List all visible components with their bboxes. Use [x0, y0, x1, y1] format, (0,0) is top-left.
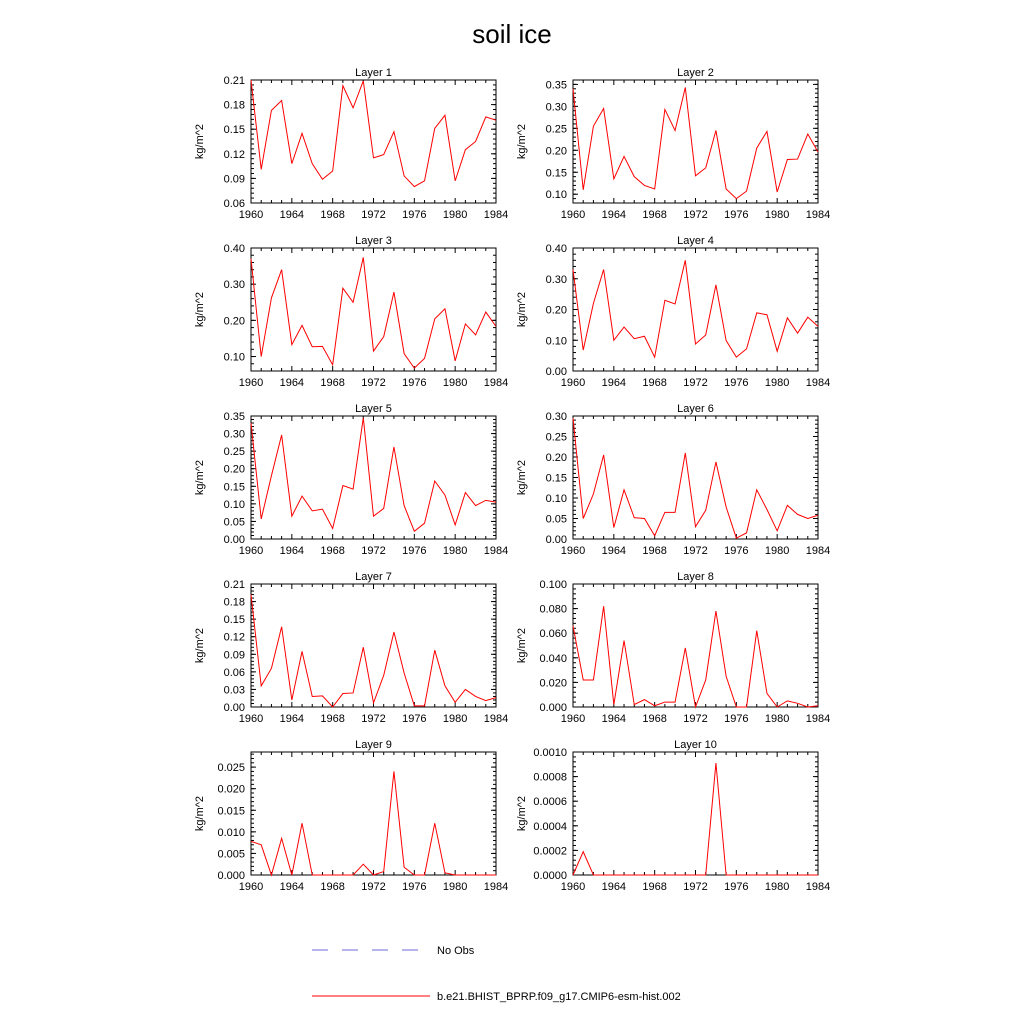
- x-tick-label: 1960: [238, 545, 264, 557]
- x-tick-label: 1976: [402, 713, 427, 725]
- y-tick-label: 0.18: [223, 99, 245, 112]
- y-tick-label: 0.10: [545, 335, 567, 348]
- y-tick-label: 0.20: [223, 463, 245, 476]
- x-tick-label: 1964: [279, 377, 305, 389]
- panel-layer-9: [194, 739, 508, 893]
- x-tick-label: 1976: [402, 881, 427, 893]
- x-tick-label: 1964: [601, 545, 627, 557]
- plot-frame: [251, 248, 496, 371]
- x-tick-label: 1960: [238, 881, 264, 893]
- y-tick-label: 0.15: [223, 124, 245, 137]
- panel-title: Layer 4: [677, 235, 714, 247]
- y-tick-label: 0.00: [545, 366, 567, 378]
- x-tick-label: 1968: [320, 881, 345, 893]
- x-tick-label: 1980: [764, 209, 790, 221]
- y-tick-label: 0.30: [545, 101, 567, 114]
- x-tick-label: 1972: [683, 713, 708, 725]
- y-tick-label: 0.00: [545, 534, 567, 546]
- y-tick-label: 0.06: [223, 198, 245, 210]
- x-tick-label: 1960: [238, 209, 264, 221]
- y-tick-label: 0.30: [223, 428, 245, 441]
- y-axis-label: kg/m^2: [194, 795, 206, 832]
- panels: [194, 67, 830, 893]
- y-tick-label: 0.10: [223, 351, 245, 364]
- y-tick-label: 0.30: [545, 411, 567, 423]
- legend-label-model: b.e21.BHIST_BPRP.f09_g17.CMIP6-esm-hist.002: [437, 991, 681, 1003]
- x-tick-label: 1984: [805, 713, 831, 725]
- plot-frame: [573, 752, 818, 875]
- x-tick-label: 1972: [361, 881, 386, 893]
- y-tick-label: 0.100: [539, 579, 567, 591]
- x-tick-label: 1980: [764, 545, 790, 557]
- x-tick-label: 1984: [483, 881, 509, 893]
- x-tick-label: 1976: [724, 377, 749, 389]
- x-tick-label: 1980: [764, 713, 790, 725]
- y-axis-label: kg/m^2: [194, 123, 206, 160]
- x-tick-label: 1968: [642, 545, 667, 557]
- x-tick-label: 1976: [402, 377, 427, 389]
- y-tick-label: 0.15: [545, 472, 567, 485]
- y-tick-label: 0.10: [223, 498, 245, 511]
- y-tick-label: 0.03: [223, 684, 245, 697]
- panel-title: Layer 7: [355, 571, 392, 583]
- series-line: [573, 606, 818, 707]
- x-tick-label: 1984: [483, 377, 509, 389]
- series-line: [251, 595, 496, 707]
- x-tick-label: 1980: [764, 881, 790, 893]
- y-tick-label: 0.025: [217, 762, 245, 775]
- x-tick-label: 1968: [642, 713, 667, 725]
- x-tick-label: 1984: [483, 545, 509, 557]
- x-tick-label: 1980: [442, 377, 468, 389]
- y-tick-label: 0.060: [539, 628, 567, 641]
- x-tick-label: 1972: [683, 881, 708, 893]
- x-tick-label: 1972: [361, 377, 386, 389]
- y-tick-label: 0.40: [545, 243, 567, 255]
- x-tick-label: 1984: [805, 545, 831, 557]
- y-tick-label: 0.0004: [533, 820, 567, 833]
- y-tick-label: 0.06: [223, 666, 245, 679]
- x-tick-label: 1968: [320, 713, 345, 725]
- panel-title: Layer 3: [355, 235, 392, 247]
- x-tick-label: 1960: [560, 377, 586, 389]
- panel-layer-5: [194, 403, 508, 557]
- x-tick-label: 1964: [279, 209, 305, 221]
- y-tick-label: 0.20: [545, 145, 567, 158]
- y-tick-label: 0.000: [217, 870, 245, 882]
- y-tick-label: 0.09: [223, 649, 245, 662]
- x-tick-label: 1980: [442, 209, 468, 221]
- y-tick-label: 0.05: [223, 516, 245, 529]
- y-tick-label: 0.15: [223, 614, 245, 627]
- x-tick-label: 1972: [361, 713, 386, 725]
- y-tick-label: 0.40: [223, 243, 245, 255]
- x-tick-label: 1964: [601, 209, 627, 221]
- x-tick-label: 1960: [560, 209, 586, 221]
- x-tick-label: 1980: [764, 377, 790, 389]
- y-tick-label: 0.25: [545, 123, 567, 136]
- y-tick-label: 0.12: [223, 631, 245, 644]
- y-axis-label: kg/m^2: [194, 459, 206, 496]
- x-tick-label: 1964: [601, 713, 627, 725]
- y-tick-label: 0.00: [223, 702, 245, 714]
- panel-title: Layer 9: [355, 739, 392, 751]
- y-axis-label: kg/m^2: [516, 123, 528, 160]
- series-line: [251, 80, 496, 187]
- y-tick-label: 0.09: [223, 173, 245, 186]
- y-tick-label: 0.05: [545, 513, 567, 526]
- plot-frame: [251, 416, 496, 539]
- x-tick-label: 1960: [238, 713, 264, 725]
- x-tick-label: 1976: [724, 545, 749, 557]
- x-tick-label: 1964: [601, 377, 627, 389]
- y-tick-label: 0.0008: [533, 771, 567, 784]
- y-axis-label: kg/m^2: [194, 291, 206, 328]
- y-tick-label: 0.0000: [533, 870, 567, 882]
- x-tick-label: 1968: [642, 377, 667, 389]
- legend: [312, 945, 681, 1003]
- y-tick-label: 0.21: [223, 75, 245, 87]
- series-line: [251, 418, 496, 532]
- plot-frame: [251, 752, 496, 875]
- x-tick-label: 1964: [279, 713, 305, 725]
- series-line: [573, 87, 818, 198]
- y-tick-label: 0.21: [223, 579, 245, 591]
- x-tick-label: 1968: [320, 377, 345, 389]
- y-tick-label: 0.0002: [533, 845, 567, 858]
- panel-layer-6: [516, 403, 830, 557]
- x-tick-label: 1972: [361, 545, 386, 557]
- y-tick-label: 0.18: [223, 596, 245, 609]
- y-tick-label: 0.00: [223, 534, 245, 546]
- y-tick-label: 0.20: [545, 304, 567, 317]
- y-tick-label: 0.040: [539, 652, 567, 665]
- x-tick-label: 1980: [442, 881, 468, 893]
- x-tick-label: 1984: [805, 377, 831, 389]
- y-tick-label: 0.010: [217, 826, 245, 839]
- series-line: [251, 771, 496, 875]
- x-tick-label: 1972: [683, 545, 708, 557]
- y-axis-label: kg/m^2: [516, 795, 528, 832]
- panel-layer-7: [194, 571, 508, 725]
- x-tick-label: 1972: [683, 209, 708, 221]
- figure-title: soil ice: [472, 19, 552, 49]
- y-tick-label: 0.080: [539, 603, 567, 616]
- panel-title: Layer 1: [355, 67, 392, 79]
- panel-layer-10: [516, 739, 830, 893]
- panel-layer-8: [516, 571, 830, 725]
- y-tick-label: 0.35: [223, 411, 245, 423]
- y-tick-label: 0.25: [545, 431, 567, 444]
- series-line: [573, 763, 818, 875]
- y-tick-label: 0.020: [539, 677, 567, 690]
- x-tick-label: 1960: [560, 881, 586, 893]
- y-tick-label: 0.10: [545, 189, 567, 202]
- x-tick-label: 1976: [724, 713, 749, 725]
- x-tick-label: 1968: [320, 209, 345, 221]
- series-line: [573, 260, 818, 357]
- x-tick-label: 1976: [402, 545, 427, 557]
- legend-item-no-obs: [312, 945, 475, 957]
- y-axis-label: kg/m^2: [516, 291, 528, 328]
- x-tick-label: 1964: [601, 881, 627, 893]
- x-tick-label: 1984: [805, 209, 831, 221]
- legend-item-model: [312, 991, 681, 1003]
- panel-layer-1: [194, 67, 508, 221]
- x-tick-label: 1972: [361, 209, 386, 221]
- y-tick-label: 0.000: [539, 702, 567, 714]
- x-tick-label: 1984: [483, 713, 509, 725]
- x-tick-label: 1960: [560, 545, 586, 557]
- y-tick-label: 0.15: [223, 481, 245, 494]
- panel-title: Layer 5: [355, 403, 392, 415]
- y-axis-label: kg/m^2: [516, 459, 528, 496]
- y-tick-label: 0.015: [217, 805, 245, 818]
- y-axis-label: kg/m^2: [516, 627, 528, 664]
- panel-title: Layer 10: [674, 739, 717, 751]
- plot-frame: [573, 584, 818, 707]
- series-line: [573, 418, 818, 538]
- x-tick-label: 1960: [238, 377, 264, 389]
- y-tick-label: 0.15: [545, 167, 567, 180]
- y-axis-label: kg/m^2: [194, 627, 206, 664]
- x-tick-label: 1976: [724, 209, 749, 221]
- panel-layer-4: [516, 235, 830, 389]
- x-tick-label: 1976: [402, 209, 427, 221]
- y-tick-label: 0.005: [217, 848, 245, 861]
- x-tick-label: 1980: [442, 713, 468, 725]
- series-line: [251, 257, 496, 368]
- y-tick-label: 0.10: [545, 493, 567, 505]
- y-tick-label: 0.20: [545, 452, 567, 464]
- y-tick-label: 0.30: [223, 279, 245, 292]
- x-tick-label: 1984: [483, 209, 509, 221]
- x-tick-label: 1968: [320, 545, 345, 557]
- plot-frame: [251, 584, 496, 707]
- x-tick-label: 1968: [642, 881, 667, 893]
- x-tick-label: 1968: [642, 209, 667, 221]
- x-tick-label: 1984: [805, 881, 831, 893]
- x-tick-label: 1964: [279, 881, 305, 893]
- panel-layer-2: [516, 67, 830, 221]
- x-tick-label: 1980: [442, 545, 468, 557]
- y-tick-label: 0.0010: [533, 747, 567, 759]
- x-tick-label: 1964: [279, 545, 305, 557]
- y-tick-label: 0.35: [545, 79, 567, 92]
- panel-layer-3: [194, 235, 508, 389]
- panel-title: Layer 2: [677, 67, 714, 79]
- y-tick-label: 0.20: [223, 315, 245, 328]
- x-tick-label: 1976: [724, 881, 749, 893]
- panel-title: Layer 8: [677, 571, 714, 583]
- y-tick-label: 0.30: [545, 273, 567, 286]
- x-tick-label: 1960: [560, 713, 586, 725]
- panel-title: Layer 6: [677, 403, 714, 415]
- plot-frame: [573, 80, 818, 203]
- x-tick-label: 1972: [683, 377, 708, 389]
- legend-label-no-obs: No Obs: [437, 945, 475, 957]
- y-tick-label: 0.12: [223, 148, 245, 161]
- y-tick-label: 0.020: [217, 783, 245, 796]
- y-tick-label: 0.25: [223, 446, 245, 459]
- y-tick-label: 0.0006: [533, 796, 567, 809]
